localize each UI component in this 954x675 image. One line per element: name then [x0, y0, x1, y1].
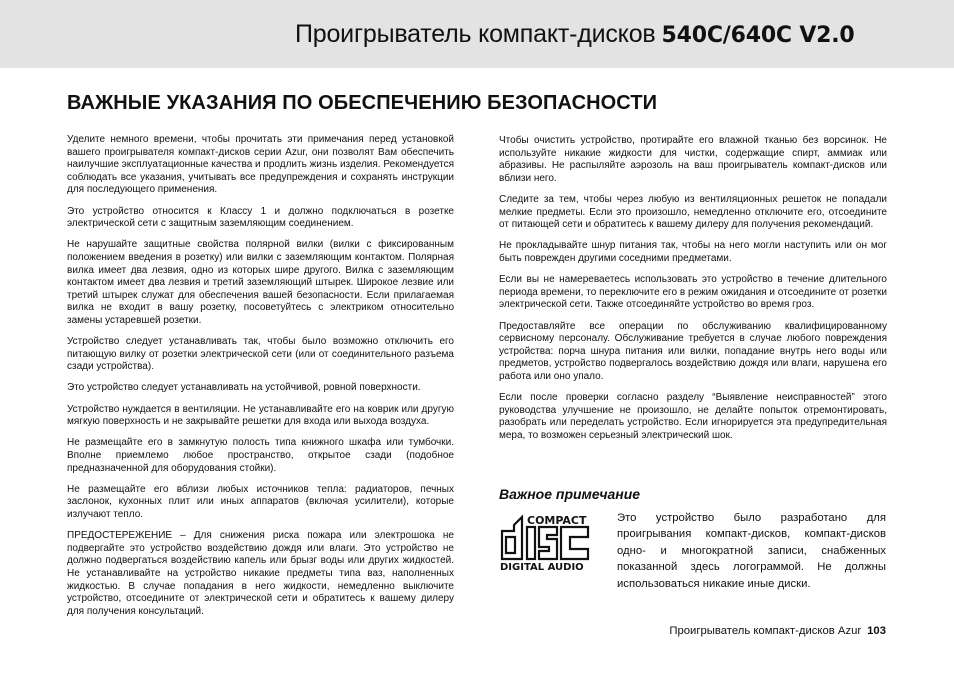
paragraph: ПРЕДОСТЕРЕЖЕНИЕ – Для снижения риска пожара или электрошока не подвергайте это устройство воздействию дождя или влаги. Это устройство не должно подвергаться воздействию капель или брызг воды или других жидкостей. Не устанавливайте на устройство никакие предметы типа ваз, наполненных жидкостью. В случае попадания в него жидкости, немедленно выключите устройство, отсоедините от электрической сети и обратитесь к вашему дилеру для получения консультаций.: [67, 530, 454, 617]
page-number: 103: [867, 625, 886, 637]
paragraph: Устройство следует устанавливать так, чтобы было возможно отключить его питающую вилку от розетки электрической сети (или от соединительного разъема сзади устройства).: [67, 336, 454, 373]
right-column: [499, 135, 887, 451]
paragraph: Уделите немного времени, чтобы прочитать эти примечания перед установкой вашего проигрывателя компакт-дисков серии Azur, они позволят Вам обеспечить наилучшие эксплуатационные качества и продлить жизнь изделия. Рекомендуется соблюдать все указания, учитывать все предупреждения и сохранять инструкции для последующего применения.: [67, 134, 454, 196]
paragraph: Если после проверки согласно разделу “Выявление неисправностей” этого руководства улучшение не произошло, не делайте попыток отремонтировать, разобрать или переделать устройство. Если игнорируется эта предупредительная мера, то возможен серьезный электрический шок.: [499, 392, 887, 441]
important-note-heading: Важное примечание: [499, 486, 641, 502]
important-note-text: Это устройство было разработано для проигрывания компакт-дисков, компакт-дисков одно- и многократной записи, снабженных показанной здесь логограммой. Не должны использоваться никакие иные диски.: [617, 512, 886, 590]
logo-letter-i: [527, 527, 535, 559]
section-heading: ВАЖНЫЕ УКАЗАНИЯ ПО ОБЕСПЕЧЕНИЮ БЕЗОПАСНОСТИ: [67, 92, 658, 114]
paragraph: Предоставляйте все операции по обслуживанию квалифицированному сервисному персоналу. Обслуживание требуется в случае любого повреждения устройства: порча шнура питания или вилки, попадание внутрь него воды или предметов, устройство подвергалось воздействию дождя или влаги, нарушена его работа или оно упало.: [499, 320, 887, 382]
page-footer: [669, 625, 886, 637]
logo-letter-c: [561, 527, 588, 559]
logo-bottom-text: DIGITAL AUDIO: [500, 562, 584, 573]
footer-text: Проигрыватель компакт-дисков Azur: [669, 625, 862, 637]
page-header-title: [295, 20, 855, 49]
paragraph: Не прокладывайте шнур питания так, чтобы на него могли наступить или он мог быть поврежден другими соседними предметами.: [499, 240, 887, 264]
paragraph: Чтобы очистить устройство, протирайте его влажной тканью без ворсинок. Не используйте никакие жидкости для чистки, содержащие спирт, аммиак или абразивы. Не распыляйте аэрозоль на ваш проигрыватель компакт-дисков или вблизи него.: [499, 135, 887, 184]
header-title: Проигрыватель компакт-дисков: [295, 20, 656, 48]
logo-letter-d-inner: [506, 537, 515, 553]
paragraph: Не нарушайте защитные свойства полярной вилки (вилки с фиксированным положением введения в розетку) или вилки с заземляющим контактом. Полярная вилка имеет два лезвия, одно из которых шире другого. Вилка с заземляющим контактом имеет два лезвия и третий заземляющий штырек. Широкое лезвие или третий штырек служат для обеспечения вашей безопасности. Если прилагаемая вилка не входит в вашу розетку, посоветуйтесь с электриком относительно замены устаревшей розетки.: [67, 239, 454, 326]
paragraph: Не размещайте его вблизи любых источников тепла: радиаторов, печных заслонок, кухонных плит или иных аппаратов (включая усилители), которые излучают тепло.: [67, 483, 454, 520]
logo-top-text: COMPACT: [527, 514, 587, 527]
paragraph: Следите за тем, чтобы через любую из вентиляционных решеток не попадали мелкие предметы. Если это произошло, немедленно отключите его, отсоедините от питающей сети и обратитесь к вашему дилеру для получения рекомендаций.: [499, 193, 887, 231]
logo-letter-s: [539, 527, 557, 559]
paragraph: Это устройство следует устанавливать на устойчивой, ровной поверхности.: [67, 382, 421, 394]
left-column: [67, 134, 454, 627]
paragraph: Если вы не намереваетесь использовать это устройство в течение длительного периода времени, то переключите его в режим ожидания и отсоедините от розетки электрической сети. Также отсоединяйте устройство во время гроз.: [499, 274, 887, 311]
paragraph: Это устройство относится к Классу 1 и должно подключаться в розетке электрической сети с защитным заземляющим соединением.: [67, 205, 454, 230]
compact-disc-logo: [499, 513, 591, 573]
header-model: 540C/640C V2.0: [661, 23, 855, 48]
header-bar: [0, 0, 954, 68]
paragraph: Не размещайте его в замкнутую полость типа книжного шкафа или тумбочки. Вполне приемлемо любое пространство, открытое сзади (подобное предназначенной для оборудования стойки).: [67, 437, 454, 474]
paragraph: Устройство нуждается в вентиляции. Не устанавливайте его на коврик или другую мягкую поверхность и не закрывайте решетки для входа или выхода воздуха.: [67, 403, 454, 428]
